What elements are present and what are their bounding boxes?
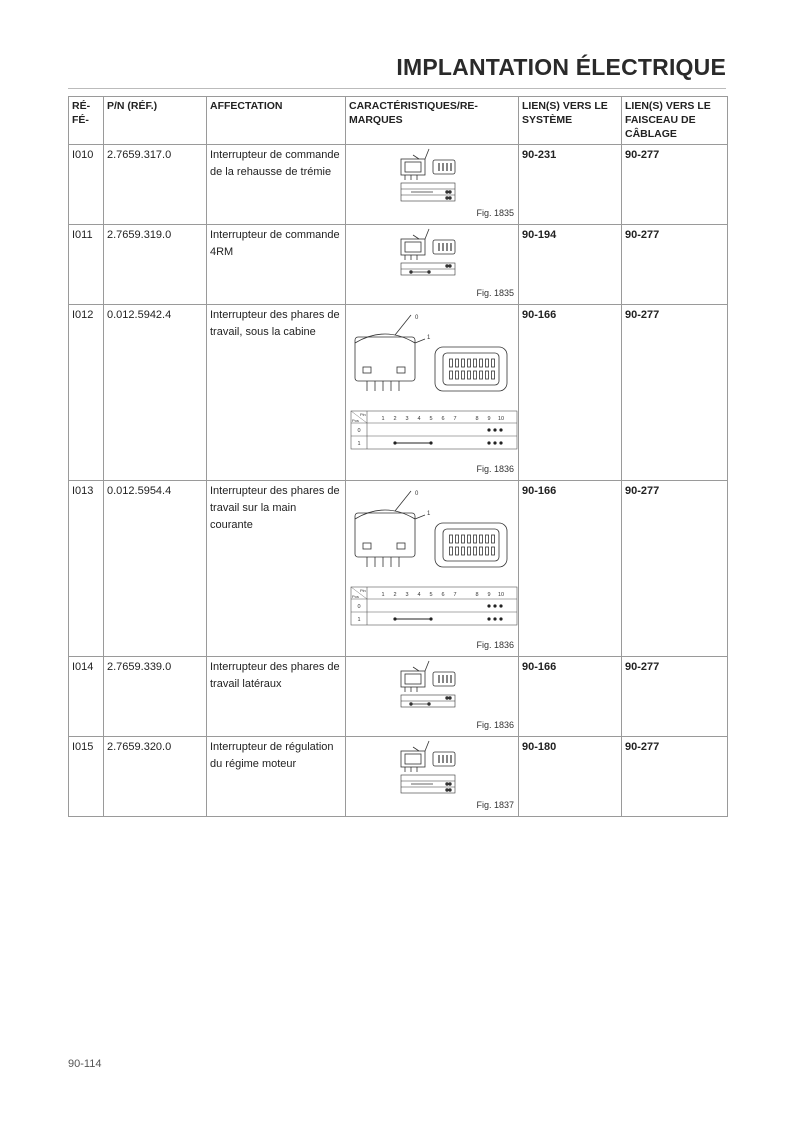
- svg-text:Pin: Pin: [360, 588, 366, 593]
- switch-diagram-large: [349, 307, 522, 467]
- svg-text:8: 8: [475, 592, 479, 598]
- switch-diagram-small: [349, 227, 522, 289]
- pn-cell: 0.012.5942.4: [104, 305, 207, 481]
- svg-text:6: 6: [441, 592, 445, 598]
- switch-diagram-large: [349, 483, 522, 643]
- svg-text:0: 0: [357, 428, 361, 434]
- svg-text:7: 7: [453, 592, 457, 598]
- svg-text:5: 5: [429, 416, 433, 422]
- callout-1: 1: [427, 511, 431, 517]
- svg-text:2: 2: [393, 592, 397, 598]
- header-characteristics: CARACTÉRISTIQUES/RE- MARQUES: [346, 97, 519, 145]
- figure-label: Fig. 1835: [476, 288, 514, 298]
- table-row: [69, 657, 728, 737]
- ref-cell: I011: [69, 225, 104, 305]
- header-pn: P/N (RÉF.): [104, 97, 207, 145]
- harness-link-cell[interactable]: 90-277: [622, 737, 728, 817]
- harness-link-cell[interactable]: 90-277: [622, 145, 728, 225]
- figure-cell: [346, 225, 519, 305]
- harness-link-cell[interactable]: 90-277: [622, 305, 728, 481]
- svg-text:1: 1: [381, 592, 385, 598]
- switch-diagram-small: [349, 659, 522, 721]
- affectation-cell: Interrupteur des phares de travail sur la main courante: [207, 481, 346, 657]
- figure-cell: [346, 481, 519, 657]
- svg-text:7: 7: [453, 416, 457, 422]
- ref-cell: I010: [69, 145, 104, 225]
- affectation-cell: Interrupteur des phares de travail, sous la cabine: [207, 305, 346, 481]
- pn-cell: 2.7659.317.0: [104, 145, 207, 225]
- svg-text:9: 9: [487, 416, 491, 422]
- component-table: [68, 96, 728, 817]
- ref-cell: I012: [69, 305, 104, 481]
- svg-text:Pin: Pin: [360, 412, 366, 417]
- system-link-cell[interactable]: 90-166: [519, 657, 622, 737]
- svg-text:10: 10: [497, 592, 505, 598]
- figure-label: Fig. 1837: [476, 800, 514, 810]
- switch-diagram-small: [349, 147, 522, 209]
- svg-text:10: 10: [497, 416, 505, 422]
- ref-cell: I014: [69, 657, 104, 737]
- ref-cell: I013: [69, 481, 104, 657]
- table-row: [69, 145, 728, 225]
- svg-text:6: 6: [441, 416, 445, 422]
- system-link-cell[interactable]: 90-231: [519, 145, 622, 225]
- header-harness-link: LIEN(S) VERS LE FAISCEAU DE CÂBLAGE: [622, 97, 728, 145]
- affectation-cell: Interrupteur des phares de travail latéraux: [207, 657, 346, 737]
- figure-cell: [346, 145, 519, 225]
- figure-cell: [346, 737, 519, 817]
- svg-text:3: 3: [405, 592, 409, 598]
- svg-text:8: 8: [475, 416, 479, 422]
- affectation-cell: Interrupteur de commande de la rehausse de trémie: [207, 145, 346, 225]
- callout-1: 1: [427, 335, 431, 341]
- svg-text:2: 2: [393, 416, 397, 422]
- system-link-cell[interactable]: 90-166: [519, 481, 622, 657]
- svg-text:Pos: Pos: [352, 418, 359, 423]
- svg-text:9: 9: [487, 592, 491, 598]
- svg-text:3: 3: [405, 416, 409, 422]
- callout-0: 0: [415, 491, 419, 497]
- svg-text:1: 1: [381, 416, 385, 422]
- pn-cell: 2.7659.339.0: [104, 657, 207, 737]
- figure-label: Fig. 1835: [476, 208, 514, 218]
- pn-cell: 0.012.5954.4: [104, 481, 207, 657]
- system-link-cell[interactable]: 90-194: [519, 225, 622, 305]
- figure-cell: [346, 657, 519, 737]
- pn-cell: 2.7659.320.0: [104, 737, 207, 817]
- svg-text:0: 0: [357, 604, 361, 610]
- svg-text:Pos: Pos: [352, 594, 359, 599]
- ref-cell: I015: [69, 737, 104, 817]
- affectation-cell: Interrupteur de commande 4RM: [207, 225, 346, 305]
- callout-0: 0: [415, 315, 419, 321]
- figure-cell: [346, 305, 519, 481]
- page-title: IMPLANTATION ÉLECTRIQUE: [396, 54, 726, 80]
- figure-label: Fig. 1836: [476, 640, 514, 650]
- switch-diagram-small: [349, 739, 522, 801]
- svg-text:1: 1: [357, 617, 361, 623]
- header-ref: RÉ- FÉ-: [69, 97, 104, 145]
- svg-text:5: 5: [429, 592, 433, 598]
- system-link-cell[interactable]: 90-180: [519, 737, 622, 817]
- pn-cell: 2.7659.319.0: [104, 225, 207, 305]
- header-affectation: AFFECTATION: [207, 97, 346, 145]
- table-row: [69, 481, 728, 657]
- figure-label: Fig. 1836: [476, 464, 514, 474]
- title-rule: [68, 88, 726, 89]
- svg-text:1: 1: [357, 441, 361, 447]
- page-number: 90-114: [68, 1058, 102, 1070]
- table-row: [69, 737, 728, 817]
- header-system-link: LIEN(S) VERS LE SYSTÈME: [519, 97, 622, 145]
- table-row: [69, 305, 728, 481]
- svg-text:4: 4: [417, 592, 421, 598]
- harness-link-cell[interactable]: 90-277: [622, 225, 728, 305]
- affectation-cell: Interrupteur de régulation du régime moteur: [207, 737, 346, 817]
- system-link-cell[interactable]: 90-166: [519, 305, 622, 481]
- header-row: [69, 97, 728, 145]
- figure-label: Fig. 1836: [476, 720, 514, 730]
- harness-link-cell[interactable]: 90-277: [622, 657, 728, 737]
- table-row: [69, 225, 728, 305]
- svg-text:4: 4: [417, 416, 421, 422]
- harness-link-cell[interactable]: 90-277: [622, 481, 728, 657]
